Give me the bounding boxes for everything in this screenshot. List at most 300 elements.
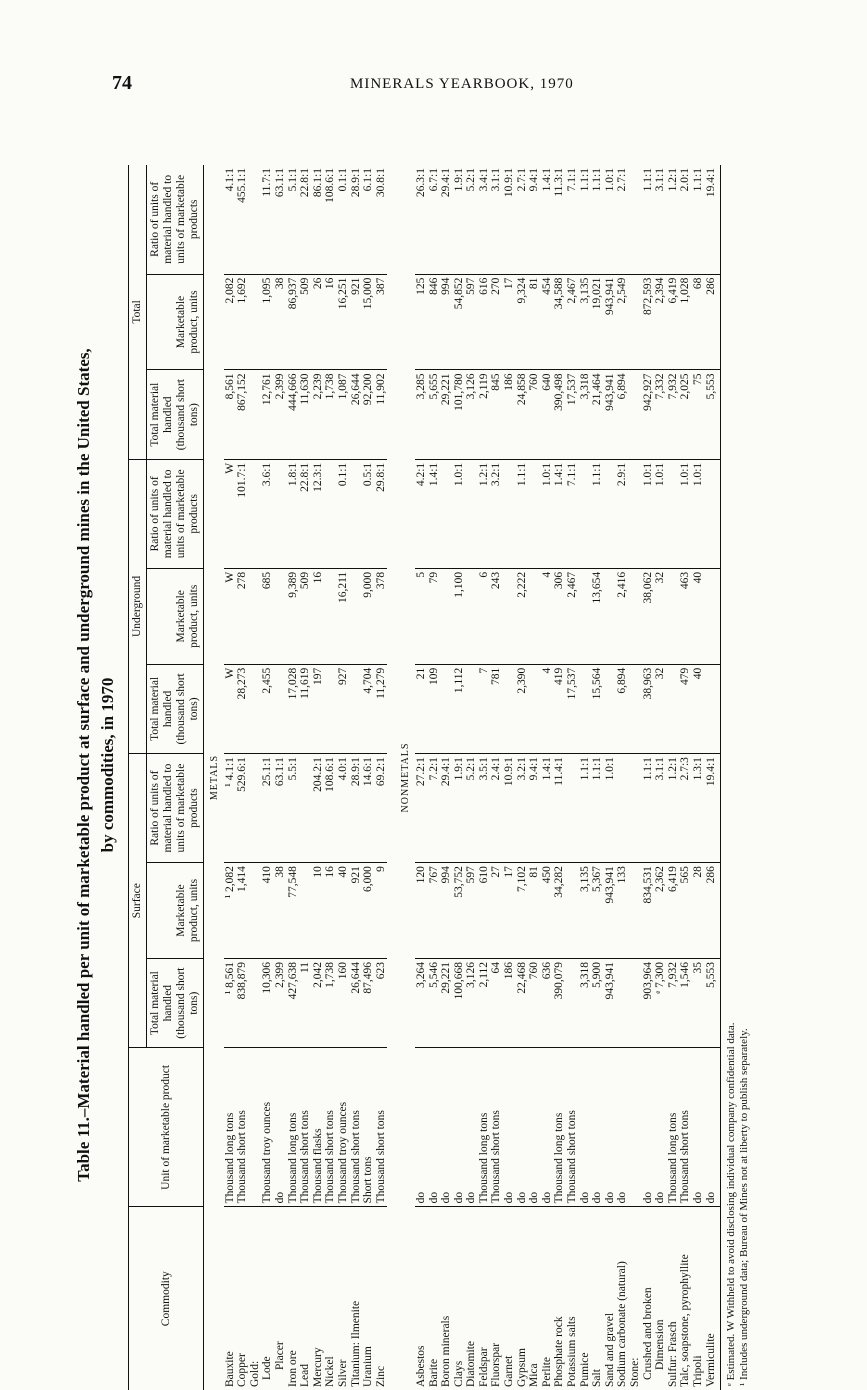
underground-total-material-cell: 17,028 [287,664,300,753]
commodity-cell: Lode [261,1356,274,1380]
total-total-material-cell: 101,780 [453,370,466,459]
surface-total-material-cell: 5,546 [428,958,441,1047]
underground-total-material-cell: 38,963 [642,664,655,753]
table-row [415,165,428,1390]
total-ratio-cell: 6.1:1 [362,165,375,274]
unit-cell: do [642,1048,655,1207]
surface-ratio-cell: 204.2:1 [312,754,325,863]
commodity-cell: Copper [236,1353,249,1387]
surface-marketable-cell: 16 [324,863,337,959]
table-row [566,165,579,1390]
total-total-material-cell [249,370,262,459]
surface-ratio-cell: 28.9:1 [350,754,363,863]
underground-ratio-cell [503,459,516,568]
surface-total-material-cell: 903,964 [642,958,655,1047]
total-ratio-cell: 1.2:1 [667,165,680,274]
underground-group-header: Underground [129,459,147,753]
surface-marketable-cell: 921 [350,863,363,959]
section-spacer-cell [387,165,395,1390]
unit-cell: do [692,1048,705,1207]
total-ratio-cell: 1.0:1 [604,165,617,274]
total-total-material-cell: 17,537 [566,370,579,459]
total-ratio-cell [629,165,642,274]
surface-total-material-cell: 760 [528,958,541,1047]
surface-group-header: Surface [129,754,147,1048]
underground-marketable-cell: 2,416 [616,568,629,664]
surface-marketable-cell: 40 [337,863,350,959]
total-total-material-cell: 845 [490,370,503,459]
surface-total-material-cell: 11 [299,958,312,1047]
table-row [604,165,617,1390]
underground-marketable-cell: 9,389 [287,568,300,664]
underground-total-material-cell: 40 [692,664,705,753]
surface-marketable-cell: 120 [415,863,428,959]
unit-cell: Thousand short tons [350,1048,363,1207]
unit-cell: Thousand short tons [490,1048,503,1207]
underground-total-material-cell: 4,704 [362,664,375,753]
underground-total-material-cell: W [224,664,237,753]
total-ratio-cell: 29.4:1 [440,165,453,274]
surface-total-material-cell: 427,638 [287,958,300,1047]
surface-marketable-cell: 53,752 [453,863,466,959]
surface-ratio-cell: 19.4:1 [705,754,721,863]
unit-cell: do [705,1048,721,1207]
surface-marketable-cell: 3,135 [579,863,592,959]
table-row [528,165,541,1390]
surface-marketable-cell: 450 [541,863,554,959]
total-total-material-cell: 7,932 [667,370,680,459]
underground-marketable-cell: 2,222 [516,568,529,664]
underground-marketable-cell: 1,100 [453,568,466,664]
unit-cell: Thousand long tons [287,1048,300,1207]
total-total-material-cell: 390,498 [553,370,566,459]
total-ratio-cell: 2.7:1 [616,165,629,274]
total-total-material-cell: 21,464 [591,370,604,459]
underground-marketable-cell: 378 [375,568,388,664]
unit-cell: do [616,1048,629,1207]
surface-ratio-cell: 63.1:1 [274,754,287,863]
total-ratio-cell: 4.1:1 [224,165,237,274]
unit-cell: Thousand short tons [566,1048,579,1207]
commodity-cell: Titanium: Ilmenite [349,1300,362,1387]
underground-total-material-cell [667,664,680,753]
total-ratio-cell: 7.1:1 [566,165,579,274]
table-row [249,165,262,1390]
underground-ratio-cell: 3.2:1 [490,459,503,568]
surface-total-material-cell: 2,399 [274,958,287,1047]
total-total-material-cell: 942,927 [642,370,655,459]
total-ratio-header: Ratio of units of material handled to units of marketable products [147,165,204,274]
total-marketable-cell: 2,394 [654,274,667,370]
unit-cell: do [453,1048,466,1207]
total-ratio-cell: 1.1:1 [642,165,655,274]
total-ratio-cell: 1.1:1 [579,165,592,274]
underground-ratio-cell: 7.1:1 [566,459,579,568]
unit-cell [249,1048,262,1207]
underground-total-material-cell: 4 [541,664,554,753]
surface-total-material-cell: 5,553 [705,958,721,1047]
total-ratio-cell [249,165,262,274]
underground-ratio-cell [528,459,541,568]
commodity-cell: Lead [299,1364,312,1387]
unit-cell: do [541,1048,554,1207]
surface-marketable-cell: 1,414 [236,863,249,959]
surface-ratio-cell: 1.0:1 [604,754,617,863]
underground-total-material-cell [465,664,478,753]
commodity-cell: Dimension [654,1319,667,1370]
underground-total-material-cell: 927 [337,664,350,753]
table-row [553,165,566,1390]
total-marketable-cell: 387 [375,274,388,370]
commodity-cell: Diatomite [465,1341,478,1387]
underground-ratio-cell: 1.0:1 [692,459,705,568]
underground-marketable-cell [579,568,592,664]
underground-total-material-cell: 15,564 [591,664,604,753]
surface-ratio-cell: 3.2:1 [516,754,529,863]
table-row [591,165,604,1390]
unit-cell: Thousand long tons [553,1048,566,1207]
underground-ratio-cell: 29.8:1 [375,459,388,568]
underground-marketable-cell [324,568,337,664]
rotated-table-block [66,140,766,1390]
total-marketable-cell: 454 [541,274,554,370]
underground-marketable-cell [528,568,541,664]
total-marketable-cell: 846 [428,274,441,370]
commodity-cell: Phosphate rock [553,1316,566,1387]
table-row [692,165,705,1390]
underground-total-material-cell: 28,273 [236,664,249,753]
surface-ratio-cell: 27.2:1 [415,754,428,863]
commodity-cell: Vermiculite [705,1207,721,1390]
underground-ratio-cell: 12.3:1 [312,459,325,568]
commodity-cell: Crushed and broken [641,1287,654,1380]
table-row [654,165,667,1390]
total-ratio-cell: 2.7:1 [516,165,529,274]
surface-total-material-cell: ¹ 8,561 [224,958,237,1047]
surface-marketable-cell: 597 [465,863,478,959]
total-total-material-cell: 11,902 [375,370,388,459]
total-ratio-cell: 1.1:1 [591,165,604,274]
table-row [428,165,441,1390]
table-row [440,165,453,1390]
unit-cell: do [503,1048,516,1207]
underground-ratio-cell [274,459,287,568]
unit-cell: do [415,1048,428,1207]
footnote-estimated-withheld: ᵉ Estimated. W Withheld to avoid disclosing individual company confidential data. [725,1022,738,1386]
underground-ratio-cell [249,459,262,568]
total-marketable-cell: 86,937 [287,274,300,370]
table-row [274,165,287,1390]
underground-marketable-cell: 79 [428,568,441,664]
underground-ratio-cell [667,459,680,568]
surface-total-material-cell: 5,900 [591,958,604,1047]
underground-total-material-cell: 781 [490,664,503,753]
total-ratio-cell: 10.9:1 [503,165,516,274]
commodity-cell: Sodium carbonate (natural) [616,1261,629,1387]
underground-total-material-cell: 17,537 [566,664,579,753]
underground-ratio-header: Ratio of units of material handled to units of marketable products [147,459,204,568]
underground-ratio-cell: 2.9:1 [616,459,629,568]
underground-total-material-cell [249,664,262,753]
underground-total-material-cell [604,664,617,753]
total-total-material-cell: 8,561 [224,370,237,459]
total-marketable-cell: 286 [705,274,721,370]
underground-total-material-header: Total material handled (thousand short tons) [147,664,204,753]
underground-marketable-cell [440,568,453,664]
surface-ratio-cell: 1.1:1 [591,754,604,863]
material-handled-table [128,165,721,1390]
surface-marketable-cell: 9 [375,863,388,959]
surface-total-material-cell: 22,468 [516,958,529,1047]
surface-marketable-cell: 133 [616,863,629,959]
underground-marketable-cell: 463 [679,568,692,664]
underground-ratio-cell: 1.8:1 [287,459,300,568]
total-marketable-cell: 943,941 [604,274,617,370]
underground-total-material-cell: 2,390 [516,664,529,753]
surface-total-material-cell: 26,644 [350,958,363,1047]
total-ratio-cell: 26.3:1 [415,165,428,274]
total-ratio-cell: 5.1:1 [287,165,300,274]
total-marketable-cell: 81 [528,274,541,370]
surface-marketable-cell: 38 [274,863,287,959]
surface-ratio-cell: 2.7:3 [679,754,692,863]
underground-total-material-cell: 11,619 [299,664,312,753]
underground-marketable-cell: W [224,568,237,664]
unit-cell: do [604,1048,617,1207]
surface-total-material-header: Total material handled (thousand short tons) [147,958,204,1047]
total-marketable-cell: 125 [415,274,428,370]
underground-total-material-cell: 2,455 [261,664,274,753]
total-marketable-cell: 68 [692,274,705,370]
unit-header: Unit of marketable product [129,1048,204,1207]
surface-ratio-cell [249,754,262,863]
commodity-cell: Boron minerals [440,1315,453,1387]
surface-total-material-cell: 2,112 [478,958,491,1047]
underground-total-material-cell: 6,894 [616,664,629,753]
underground-marketable-cell [249,568,262,664]
surface-marketable-cell: 6,000 [362,863,375,959]
unit-cell [629,1048,642,1207]
surface-total-material-cell: 29,221 [440,958,453,1047]
total-ratio-cell: 11.3:1 [553,165,566,274]
commodity-header: Commodity [129,1207,204,1390]
surface-ratio-cell: 1.3:1 [692,754,705,863]
underground-ratio-cell: 1.0:1 [679,459,692,568]
commodity-cell: Garnet [503,1355,516,1387]
total-marketable-cell: 34,588 [553,274,566,370]
surface-ratio-cell: 1.1:1 [642,754,655,863]
total-total-material-cell: 444,666 [287,370,300,459]
commodity-cell: Fluorspar [490,1342,503,1387]
table-body [204,165,721,1390]
underground-ratio-cell: 22.8:1 [299,459,312,568]
commodity-cell: Perlite [540,1356,553,1387]
surface-marketable-cell: 77,548 [287,863,300,959]
table-row [642,165,655,1390]
total-total-material-cell: 3,318 [579,370,592,459]
surface-ratio-cell [566,754,579,863]
total-marketable-cell: 26 [312,274,325,370]
unit-cell: Thousand troy ounces [337,1048,350,1207]
underground-marketable-cell: 278 [236,568,249,664]
underground-total-material-cell [528,664,541,753]
unit-cell: Thousand long tons [478,1048,491,1207]
surface-marketable-cell: 943,941 [604,863,617,959]
surface-marketable-cell: 7,102 [516,863,529,959]
unit-cell: Thousand short tons [679,1048,692,1207]
surface-ratio-cell: 69.2:1 [375,754,388,863]
underground-total-material-cell: 479 [679,664,692,753]
underground-ratio-cell [350,459,363,568]
surface-ratio-cell: 1.1:1 [579,754,592,863]
surface-ratio-cell: 11.4:1 [553,754,566,863]
underground-ratio-cell: 3.6:1 [261,459,274,568]
total-group-header: Total [129,165,147,459]
underground-total-material-cell [503,664,516,753]
surface-total-material-cell: 3,126 [465,958,478,1047]
underground-ratio-cell [604,459,617,568]
section-spacer [387,165,395,1390]
total-total-material-cell: 2,239 [312,370,325,459]
underground-marketable-cell [667,568,680,664]
underground-ratio-cell [440,459,453,568]
surface-total-material-cell: 35 [692,958,705,1047]
underground-ratio-cell: 101.7:1 [236,459,249,568]
surface-marketable-cell: 81 [528,863,541,959]
commodity-cell: Tripoli [691,1355,704,1387]
table-row [375,165,388,1390]
surface-ratio-cell: 29.4:1 [440,754,453,863]
underground-ratio-cell: 1.0:1 [541,459,554,568]
total-ratio-cell: 455.1:1 [236,165,249,274]
commodity-cell: Zinc [374,1365,387,1387]
underground-marketable-cell: 2,467 [566,568,579,664]
total-ratio-cell: 28.9:1 [350,165,363,274]
underground-total-material-cell [705,664,721,753]
surface-total-material-cell: 3,264 [415,958,428,1047]
total-total-material-cell: 92,200 [362,370,375,459]
underground-ratio-cell: 4.2:1 [415,459,428,568]
total-ratio-cell: 9.4:1 [528,165,541,274]
table-title-line-2: by commodities, in 1970 [98,677,117,853]
underground-marketable-cell [503,568,516,664]
commodity-cell: Mica [528,1363,541,1387]
surface-marketable-cell: 834,531 [642,863,655,959]
underground-ratio-cell: W [224,459,237,568]
total-marketable-cell: 2,549 [616,274,629,370]
surface-total-material-cell: 3,318 [579,958,592,1047]
table-title [72,180,120,1350]
table-row [629,165,642,1390]
surface-ratio-cell: 5.2:1 [465,754,478,863]
surface-ratio-cell: 9.4:1 [528,754,541,863]
surface-ratio-cell: 4.0:1 [337,754,350,863]
underground-marketable-cell: 38,062 [642,568,655,664]
surface-total-material-cell [629,958,642,1047]
unit-cell: do [579,1048,592,1207]
underground-marketable-cell: 4 [541,568,554,664]
unit-cell: Short tons [362,1048,375,1207]
footnote-includes-underground: ¹ Includes underground data; Bureau of Mines not at liberty to publish separately. [738,1028,751,1386]
table-row [287,165,300,1390]
total-total-material-cell: 640 [541,370,554,459]
unit-cell: Thousand troy ounces [261,1048,274,1207]
table-row [579,165,592,1390]
total-marketable-cell: 616 [478,274,491,370]
underground-marketable-cell: 509 [299,568,312,664]
surface-marketable-cell [299,863,312,959]
total-marketable-cell: 19,021 [591,274,604,370]
table-row [453,165,466,1390]
underground-total-material-cell [350,664,363,753]
surface-marketable-cell: 2,362 [654,863,667,959]
underground-total-material-cell [579,664,592,753]
surface-marketable-cell: 565 [679,863,692,959]
total-ratio-cell: 3.1:1 [490,165,503,274]
total-ratio-cell: 6.7:1 [428,165,441,274]
underground-ratio-cell: 1.4:1 [553,459,566,568]
surface-ratio-cell: 5.5:1 [287,754,300,863]
underground-ratio-cell: 1.4:1 [428,459,441,568]
table-row [490,165,503,1390]
total-total-material-header: Total material handled (thousand short tons) [147,370,204,459]
surface-total-material-cell: 838,879 [236,958,249,1047]
nonmetals-section-heading: NONMETALS [400,742,412,813]
surface-ratio-cell: 108.6:1 [324,754,337,863]
running-head: MINERALS YEARBOOK, 1970 [350,76,574,92]
surface-total-material-cell: 10,306 [261,958,274,1047]
total-marketable-cell: 994 [440,274,453,370]
total-marketable-cell: 16,251 [337,274,350,370]
unit-cell: do [465,1048,478,1207]
total-total-material-cell: 2,025 [679,370,692,459]
total-total-material-cell: 943,941 [604,370,617,459]
underground-marketable-cell: 9,000 [362,568,375,664]
total-total-material-cell: 7,332 [654,370,667,459]
total-ratio-cell: 3.1:1 [654,165,667,274]
unit-cell: do [591,1048,604,1207]
underground-marketable-cell [465,568,478,664]
commodity-cell: Sand and gravel [603,1312,616,1387]
commodity-cell: Clays [452,1360,465,1387]
surface-ratio-cell [629,754,642,863]
surface-marketable-cell: 27 [490,863,503,959]
unit-cell: Thousand short tons [236,1048,249,1207]
commodity-cell: Barite [427,1358,440,1387]
total-ratio-cell: 11.7:1 [261,165,274,274]
surface-ratio-cell: 1.9:1 [453,754,466,863]
underground-marketable-cell: 243 [490,568,503,664]
surface-total-material-cell: 160 [337,958,350,1047]
total-ratio-cell: 5.2:1 [465,165,478,274]
underground-ratio-cell: 1.0:1 [642,459,655,568]
surface-marketable-cell: 34,282 [553,863,566,959]
total-total-material-cell: 75 [692,370,705,459]
commodity-cell: Silver [336,1359,349,1387]
underground-marketable-header: Marketable product, units [147,568,204,664]
unit-cell: Thousand flasks [312,1048,325,1207]
commodity-cell: Gold: [248,1360,261,1387]
surface-marketable-cell: 6,419 [667,863,680,959]
underground-total-material-cell: 197 [312,664,325,753]
total-total-material-cell: 1,738 [324,370,337,459]
nonmetals-section-row [395,165,415,1390]
underground-total-material-cell: 109 [428,664,441,753]
total-marketable-cell: 1,095 [261,274,274,370]
unit-cell: do [528,1048,541,1207]
commodity-cell: Stone: [629,1357,641,1387]
total-ratio-cell: 2.0:1 [679,165,692,274]
